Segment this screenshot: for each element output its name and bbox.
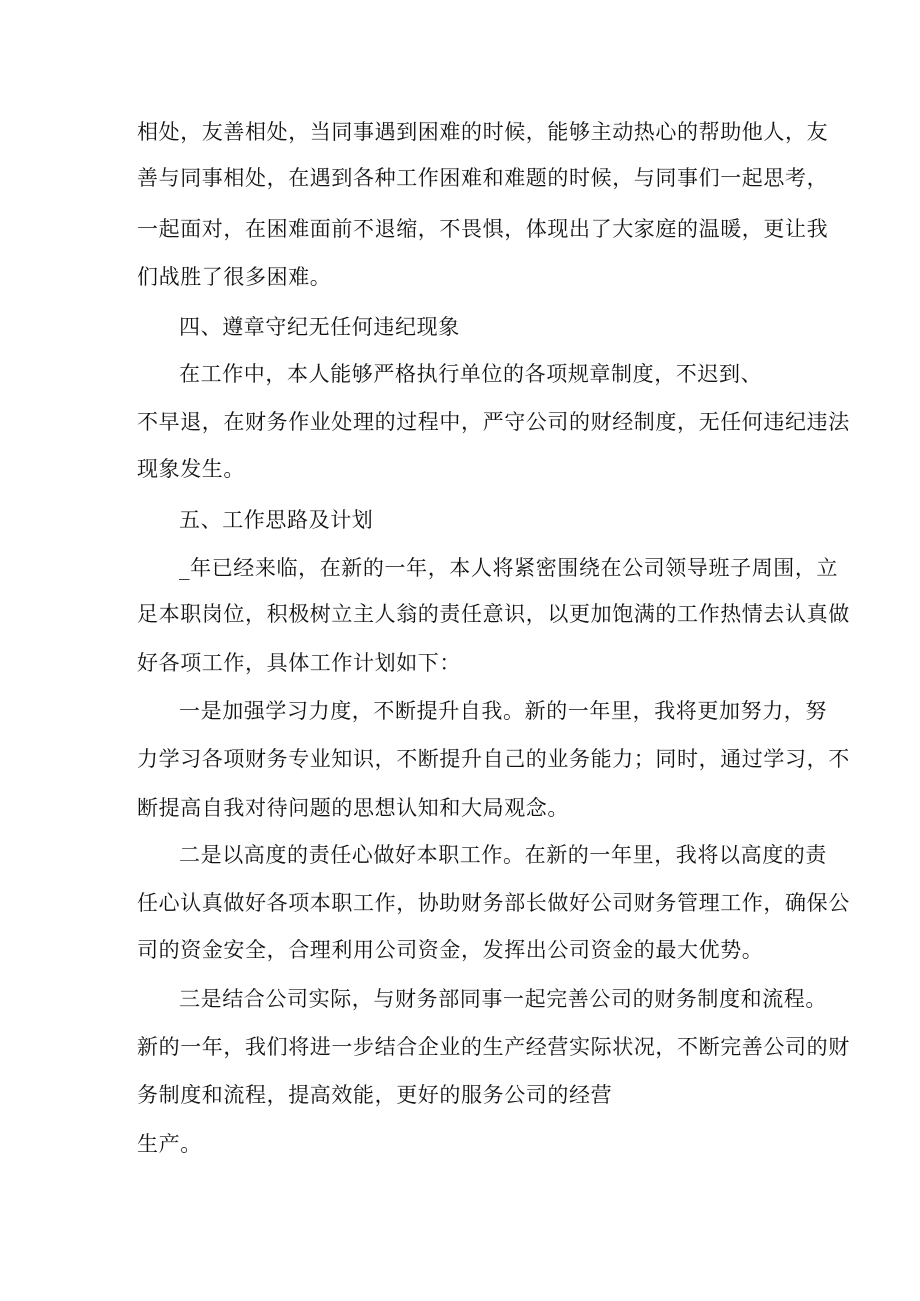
paragraph-line: 一是加强学习力度，不断提升自我。新的一年里，我将更加努力，努: [179, 699, 827, 723]
paragraph-line: 善与同事相处，在遇到各种工作困难和难题的时候，与同事们一起思考，: [137, 166, 829, 190]
paragraph-line: 三是结合公司实际，与财务部同事一起完善公司的财务制度和流程。: [179, 987, 827, 1011]
paragraph-line: 现象发生。: [137, 457, 245, 481]
paragraph-line: 一起面对，在困难面前不退缩，不畏惧，体现出了大家庭的温暖，更让我: [137, 217, 829, 241]
paragraph-line: _年已经来临，在新的一年，本人将紧密围绕在公司领导班子周围，立: [179, 556, 839, 580]
section-heading-plan: 五、工作思路及计划: [179, 508, 374, 532]
paragraph-line: 新的一年，我们将进一步结合企业的生产经营实际状况，不断完善公司的财: [137, 1035, 850, 1059]
paragraph-line: 务制度和流程，提高效能，更好的服务公司的经营: [137, 1083, 613, 1107]
paragraph-line: 不早退，在财务作业处理的过程中，严守公司的财经制度，无任何违纪违法: [137, 410, 850, 434]
paragraph-line: 们战胜了很多困难。: [137, 265, 332, 289]
paragraph-line: 相处，友善相处，当同事遇到困难的时候，能够主动热心的帮助他人，友: [137, 120, 829, 144]
paragraph-line: 任心认真做好各项本职工作，协助财务部长做好公司财务管理工作，确保公: [137, 891, 850, 915]
paragraph-line: 力学习各项财务专业知识，不断提升自己的业务能力；同时，通过学习，不: [137, 747, 850, 771]
paragraph-line: 司的资金安全，合理利用公司资金，发挥出公司资金的最大优势。: [137, 938, 764, 962]
paragraph-line: 生产。: [137, 1132, 202, 1156]
paragraph-line: 好各项工作，具体工作计划如下：: [137, 651, 461, 675]
paragraph-line: 断提高自我对待问题的思想认知和大局观念。: [137, 796, 569, 820]
paragraph-line: 二是以高度的责任心做好本职工作。在新的一年里，我将以高度的责: [179, 843, 827, 867]
paragraph-line: 足本职岗位，积极树立主人翁的责任意识，以更加饱满的工作热情去认真做: [137, 602, 850, 626]
paragraph-line: 在工作中，本人能够严格执行单位的各项规章制度，不迟到、: [179, 362, 763, 386]
section-heading-discipline: 四、遵章守纪无任何违纪现象: [179, 315, 460, 339]
